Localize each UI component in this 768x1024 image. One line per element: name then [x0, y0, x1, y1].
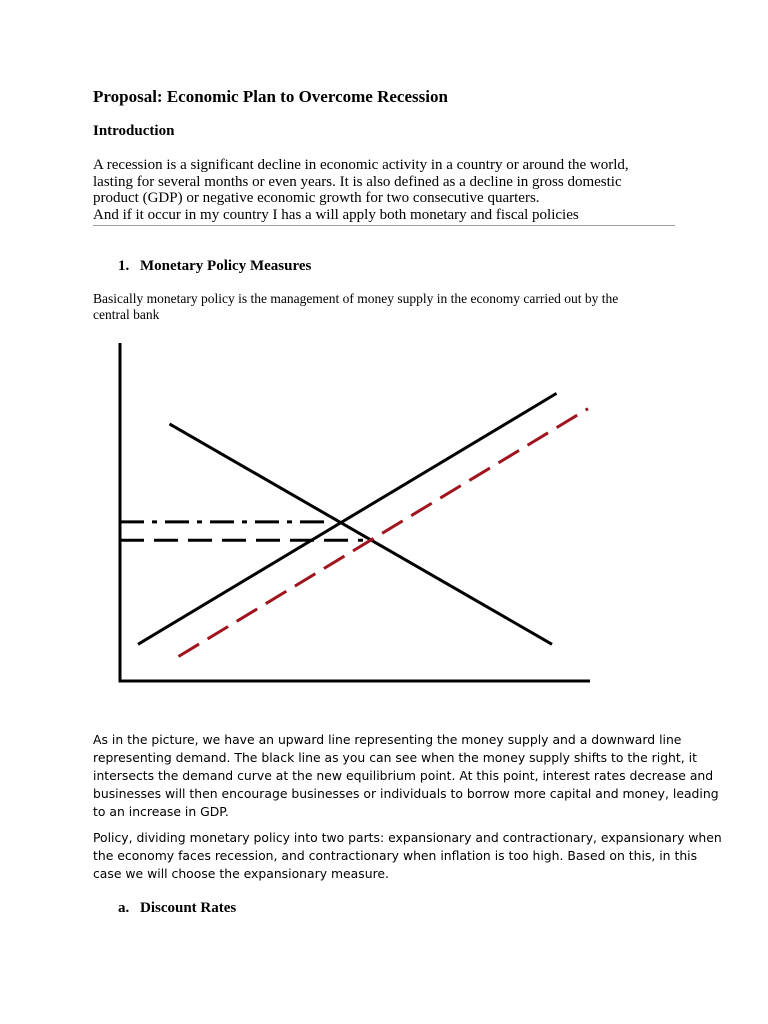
- discount-rates-heading: [118, 900, 236, 917]
- introduction-paragraph: [93, 157, 693, 223]
- list-number: 1.: [118, 258, 130, 274]
- list-letter: a.: [118, 900, 130, 916]
- intro-line: A recession is a significant decline in economic activity in a country or around the world,: [93, 157, 629, 173]
- monetary-heading-text: Monetary Policy Measures: [140, 258, 312, 274]
- document-title: Proposal: Economic Plan to Overcome Recession: [93, 87, 448, 106]
- paragraph-line: As in the picture, we have an upward line representing the money supply and a downward line: [93, 732, 682, 747]
- paragraph-line: representing demand. The black line as you can see when the money supply shifts to the right, it: [93, 750, 697, 765]
- series-line-supply: [138, 393, 557, 644]
- paragraph-line: Policy, dividing monetary policy into two parts: expansionary and contractionary, expansionary when: [93, 830, 722, 845]
- money-supply-demand-chart: [0, 335, 768, 695]
- monetary-definition: [93, 291, 683, 323]
- intro-line: product (GDP) or negative economic growth for two consecutive quarters.: [93, 190, 540, 206]
- intro-line: And if it occur in my country I has a will apply both monetary and fiscal policies: [93, 206, 579, 223]
- definition-line: central bank: [93, 307, 160, 322]
- series-line-supply-shifted: [179, 409, 589, 657]
- paragraph-line: intersects the demand curve at the new equilibrium point. At this point, interest rates decrease and: [93, 768, 714, 783]
- paragraph-line: the economy faces recession, and contractionary when inflation is too high. Based on this, in this: [93, 848, 698, 863]
- intro-line: lasting for several months or even years. It is also defined as a decline in gross domestic: [93, 173, 622, 190]
- explanation-paragraph-2: [93, 829, 722, 883]
- paragraph-border: [93, 225, 675, 226]
- monetary-heading: [118, 258, 311, 275]
- series-line-demand: [170, 424, 553, 644]
- explanation-paragraph-1: [93, 731, 719, 821]
- introduction-heading: Introduction: [93, 123, 175, 139]
- discount-heading-text: Discount Rates: [140, 900, 237, 916]
- paragraph-line: case we will choose the expansionary measure.: [93, 866, 389, 881]
- paragraph-line: to an increase in GDP.: [93, 804, 229, 819]
- definition-line: Basically monetary policy is the management of money supply in the economy carried out by the: [93, 291, 619, 306]
- paragraph-line: businesses will then encourage businesses or individuals to borrow more capital and money, leading: [93, 786, 719, 801]
